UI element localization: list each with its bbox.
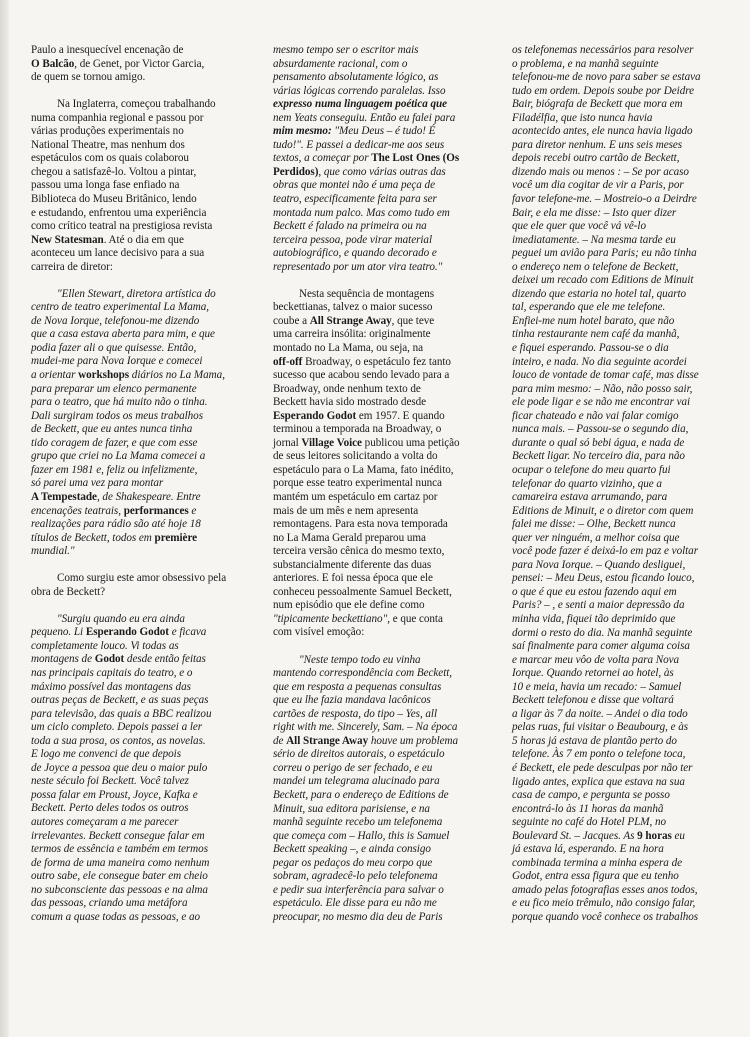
paragraph-sequencia [273,288,490,640]
text-line: montado no La Mama, ou seja, na [273,341,424,354]
text-line: terceira versão cênica do mesmo texto, [273,545,445,558]
text-line: expresso numa linguagem poética que [273,98,448,111]
text-line: o que é que eu estou fazendo aqui em [512,585,677,598]
text-line: Perdidos) [273,165,319,178]
text-line: , e que conta [387,612,443,625]
text-line: Boulevard St. – Jacques. As [512,829,638,842]
text-line: publicou uma petição [361,436,460,449]
text-line: A Tempestade [31,490,97,503]
text-line: durante o qual só bebi água, e nada de [512,436,685,449]
text-line: porque quando você conhece os trabalhos [512,911,699,923]
text-line: que em resposta a pequenas consultas [273,680,442,693]
text-line: várias produções experimentais no [31,125,184,138]
text-line: Iorque. Quando retornei ao hotel, às [512,667,674,680]
text-line: falei me disse: – Olhe, Beckett nunca [512,518,676,531]
text-line: e ficava [171,626,207,639]
text-line: completamente louco. Vi todas as [31,639,179,652]
text-line: um ciclo completo. Depois passei a ler [31,721,203,734]
text-line: "tipicamente beckettiano" [273,612,388,625]
text-line: Village Voice [301,436,362,449]
text-line: e pedir sua interferência para salvar o [273,883,444,896]
text-line: première [154,531,198,544]
quote-continuation [273,44,490,274]
text-line: mundial." [31,545,75,558]
text-line: casa de campo, e pergunta se posso [512,789,670,802]
text-line: seguinte no café do Hotel PLM, no [512,816,666,829]
text-line: terceira pessoa, pode virar material [273,233,432,246]
text-line: mesmo tempo ser o escritor mais [273,44,419,56]
text-line: 5 horas já estava de plantão perto do [512,734,677,747]
text-line: Enfiei-me num hotel barato, que não [512,314,675,327]
text-line: correu o perigo de ser fechado, e eu [273,761,433,774]
text-line: obras que montei não é uma peça de [273,179,435,192]
text-line: centro de teatro experimental La Mama, [31,301,209,314]
text-line: uma carreira insólita: originalmente [273,328,431,341]
text-line: Godot, entra essa figura que eu tenho [512,870,679,883]
text-line: All Strange Away [309,314,392,327]
text-line: você um dia cogitar de vir a Paris, por [512,179,684,192]
text-line: e eu fico meio trêmulo, não consigo falar, [512,897,696,910]
text-line: de seus leitores solicitando a volta do [273,450,438,463]
text-line: ligado antes, explica que estava na sua [512,775,685,788]
text-line: Bair, e ela me disse: – Isto quer dizer [512,206,677,219]
text-line: conheceu pessoalmente Samuel Beckett, [273,585,452,598]
text-line: houve um problema [368,734,459,747]
text-line: pensamento absolutamente lógico, as [273,71,439,84]
text-line: 9 horas [637,829,672,842]
text-line: inteiro, e nada. No dia seguinte acordei [512,355,687,368]
text-line: que eu lhe fazia mandava lacônicos [273,694,431,707]
text-line: substancialmente diferente das duas [273,558,432,571]
paragraph-question [31,572,253,599]
text-line: desde então feitas [124,653,206,666]
text-line: e [188,504,197,517]
text-line: tido coragem de fazer, e que com esse [31,436,198,449]
text-line: que a casa estava aberta para mim, e que [31,328,215,341]
text-line: manhã seguinte recebo um telefonema [273,816,443,829]
text-line: pequeno. Li [31,626,84,639]
text-line: absurdamente racional, com o [273,57,408,70]
text-line: favor telefone-me. – Mostreio-o a Deirdre [512,193,697,206]
text-line: no subconsciente das pessoas e na alma [31,883,208,896]
text-line: pensei: – Meu Deus, estou ficando louco, [512,572,695,585]
text-line: passou uma longa fase enfiado na [31,179,180,192]
text-line: , que como várias outras das [318,165,446,178]
text-line: coube a [273,314,310,327]
text-line: de forma de uma maneira como nenhum [31,856,210,869]
text-line: tudo em ordem. Depois soube por Deidre [512,84,694,97]
text-line: New Statesman [31,233,104,246]
text-line: . Até o dia em que [103,233,184,246]
text-line: o endereço nem o telefone de Beckett, [512,260,679,273]
text-line: Na Inglaterra, começou trabalhando [57,98,216,111]
text-line: cartões de resposta, do tipo – Yes, all [273,707,438,720]
text-line: chegou a satisfazê-lo. Voltou a pintar, [31,165,197,178]
text-line: mais de um mês e nem apresenta [273,504,419,517]
text-line: e estudando, enfrentou uma experiência [31,206,207,219]
text-line: possa falar em Proust, Joyce, Kafka e [31,788,198,801]
text-line: de Joyce a pessoa que deu o maior pulo [31,761,208,774]
text-line: dizendo mais ou menos : – Se por acaso [512,165,689,178]
text-line: mudei-me para Nova Iorque e comecei [31,355,203,368]
text-line: jornal [273,436,302,449]
text-line: máximo possível das montagens das [31,680,191,693]
text-line: mantendo correspondência com Beckett, [273,667,453,680]
text-line: espetáculo para o La Mama, fato inédito, [273,463,454,476]
text-line: eu [671,829,685,842]
text-line: Filadélfia, que isto nunca havia [512,111,653,124]
text-line: diários no La Mama, [129,369,225,382]
text-line: terminou a temporada na Broadway, o [273,423,442,436]
text-line: a ligar às 7 da noite. – Andei o dia todo [512,707,688,720]
text-line: depois recebi outro cartão de Beckett, [512,152,680,165]
text-line: saí finalmente para comer alguma coisa [512,640,690,653]
text-line: Nesta sequência de montagens [299,287,435,300]
text-line: outras peças de Beckett, e as suas peças [31,694,209,707]
text-line: imediatamente. – Na mesma tarde eu [512,233,676,246]
text-line: de quem se tornou amigo. [31,71,146,84]
text-line: nas principais capitais do teatro, e o [31,666,193,679]
paragraph-intro [31,44,253,85]
text-line: mim mesmo: [273,125,332,138]
text-line: já estava lá, esperando. E na hora [512,843,664,856]
text-line: você pode fazer é deixá-lo em paz e voltar [512,545,698,558]
text-line: numa companhia regional e passou por [31,111,204,124]
text-line: a orientar [31,369,79,382]
text-line: telefonou-me de novo para saber se estava [512,71,701,84]
quote-surgiu [31,613,253,925]
text-line: nunca mais. – Passou-se o segundo dia, [512,423,689,436]
text-line: podia fazer ali o que quisesse. Então, [31,341,197,354]
text-line: autores começaram a me parecer [31,815,179,828]
text-line: right with me. Sincerely, Sam. – Na época [273,721,458,734]
text-line: num episódio que ele define como [273,599,425,612]
text-line: os telefonemas necessários para resolver [512,44,694,56]
text-line: para televisão, das quais a BBC realizou [31,707,212,720]
column-3 [512,44,734,925]
text-line: comum a quase todas as pessoas, e ao [31,910,201,923]
text-line: que ele quer que você vá vê-lo [512,220,646,233]
text-line: Paulo a inesquecível encenação de [31,44,184,56]
text-line: Bair, biógrafa de Beckett que mora em [512,98,683,111]
text-line: para diretor nenhum. E uns seis meses [512,138,683,151]
text-line: para Nova Iorque. – Quando desliguei, [512,558,686,571]
text-line: sucesso que acabou sendo levado para a [273,369,450,382]
text-line: Beckett, para o endereço de Editions de [273,788,449,801]
text-line: "Neste tempo todo eu vinha [299,653,421,666]
text-line: Dali surgiram todos os meus trabalhos [31,409,203,422]
text-line: Esperando Godot [85,626,169,639]
text-line: Godot [94,653,125,666]
text-line: E logo me convenci de que depois [31,748,181,761]
text-line: porque esse teatro experimental nunca [273,477,442,490]
text-line: beckettianas, talvez o maior sucesso [273,301,433,314]
text-line: O Balcão [31,57,75,70]
text-line: e marcar meu vôo de volta para Nova [512,653,680,666]
text-line: encenações teatrais, [31,504,124,517]
text-line: ocupar o telefone do meu quarto fui [512,463,671,476]
quote-paris [512,44,734,925]
text-line: performances [123,504,189,517]
text-line: mandei um telegrama alucinado para [273,775,440,788]
text-line: "Ellen Stewart, diretora artística do [57,287,216,300]
text-line: All Strange Away [286,734,369,747]
quote-neste-tempo [273,654,490,925]
text-line: montagens de [31,653,95,666]
text-line: acontecido antes, ele nunca havia ligado [512,125,693,138]
text-line: das pessoas, criando uma metáfora [31,897,188,910]
text-line: dizendo que estaria no hotel tal, quarto [512,287,687,300]
text-line: amado pelas fotografias esses anos todos, [512,883,698,896]
text-line: Beckett speaking –, e ainda consigo [273,843,431,856]
text-line: Broadway, o espetáculo fez tanto [302,355,451,368]
text-line: off-off [273,355,303,368]
text-line: pegar os pedaços do meu corpo que [273,856,433,869]
text-line: Esperando Godot [273,409,357,422]
text-line: só parei uma vez para montar [31,477,164,490]
text-line: ficar chateado e não vai falar comigo [512,409,679,422]
text-line: tudo!". E passei a dedicar-me aos seus [273,138,445,151]
text-line: títulos de Beckett, todos em [31,531,155,544]
text-line: peguei um avião para Paris; eu não tinha [512,247,697,260]
text-line: "Surgiu quando eu era ainda [57,612,185,625]
paragraph-inglaterra [31,98,253,274]
text-line: como crítico teatral na prestigiosa revista [31,220,213,233]
text-line: de [273,734,287,747]
text-line: aconteceu um lance decisivo para a sua [31,247,205,260]
text-line: outro sabe, ele consegue bater em cheio [31,870,208,883]
text-line: remontagens. Para esta nova temporada [273,518,448,531]
text-line: Editions de Minuit, e o diretor com quem [512,504,694,517]
text-line: Paris? – , e senti a maior depressão da [512,599,685,612]
text-line: "Meu Deus – é tudo! É [331,125,436,138]
text-line: textos, a começar por [273,152,372,165]
text-line: Beckett telefonou e disse que voltará [512,694,674,707]
text-line: sério de direitos autorais, o espetáculo [273,748,445,761]
text-line: nem Yeats conseguiu. Então eu falei para [273,111,456,124]
text-line: de Nova Iorque, telefonou-me dizendo [31,314,200,327]
text-line: combinada termina a minha espera de [512,856,682,869]
text-line: grupo que criei no La Mama comecei a [31,450,206,463]
text-line: obra de Beckett? [31,585,106,598]
text-line: espetáculo. Ele disse para eu não me [273,897,437,910]
text-line: para mim mesmo: – Não, não posso sair, [512,382,693,395]
text-line: quer ver ninguém, a melhor coisa que [512,531,680,544]
text-line: telefone. Às 7 em ponto o telefone toca, [512,748,686,761]
text-line: é Beckett, ele pede desculpas por não ter [512,761,693,774]
text-line: , de Shakespeare. Entre [96,490,201,503]
text-line: , de Genet, por Victor Garcia, [74,57,205,70]
text-line: deixei um recado com Editions de Minuit [512,274,694,287]
text-line: termos de essência e também em termos [31,843,208,856]
text-line: autobiográfico, e quando decorado e [273,247,437,260]
text-line: Beckett ligar. No terceiro dia, para não [512,450,685,463]
text-line: neste século foi Beckett. Você talvez [31,775,189,788]
text-line: fazer em 1981 e, feliz ou infelizmente, [31,463,198,476]
text-line: encontrá-lo às 11 horas da manhã [512,802,664,815]
text-line: camareira estava arrumando, para [512,491,668,504]
text-line: o problema, e na manhã seguinte [512,57,659,70]
text-line: telefonar do quarto vizinho, que a [512,477,662,490]
text-line: preocupar, no mesmo dia deu de Paris [273,910,443,923]
text-line: tal, esperando que ele me telefone. [512,301,666,314]
quote-ellen-stewart [31,288,253,559]
text-line: Beckett é falado na primeira ou na [273,220,427,233]
text-line: para o teatro, que há muito não o tinha. [31,396,208,409]
text-line: e fiquei esperando. Passou-se o dia [512,342,669,355]
text-line: espetáculos com os quais colaborou [31,152,189,165]
text-line: em 1957. E quando [356,409,445,422]
text-line: minha vida, fiquei tão deprimido que [512,612,676,625]
text-line: representado por um ator vira teatro." [273,260,443,273]
text-line: irrelevantes. Beckett consegue falar em [31,829,205,842]
text-line: várias lógicas correndo paralelas. Isso [273,84,446,97]
text-line: ele pode ligar e se não me encontrar vai [512,396,691,409]
text-line: com visível emoção: [273,626,365,639]
text-line: toda a sua prosa, os contos, as novelas. [31,734,206,747]
text-line: Como surgiu este amor obsessivo pela [57,572,227,585]
text-line: para preparar um elenco permanente [31,382,197,395]
text-line: pelas ruas, fui visitar o Beaubourg, e às [512,721,689,734]
text-line: mantém um espetáculo em cartaz por [273,491,438,503]
text-line: Beckett. Perto deles todos os outros [31,802,189,815]
column-1 [31,44,253,924]
text-line: tinha restaurante nem café da manhã, [512,328,680,341]
text-line: , que teve [391,314,435,327]
text-line: louco de vontade de tomar café, mas disse [512,369,699,382]
text-line: teatro, especificamente feita para ser [273,193,437,206]
text-line: Beckett havia sido mostrado desde [273,396,427,409]
text-line: 10 e meia, havia um recado: – Samuel [512,680,682,693]
text-line: dormi o resto do dia. Na manhã seguinte [512,626,693,639]
text-line: sobram, agradecê-lo pelo telefonema [273,870,438,883]
text-line: National Theatre, mas nenhum dos [31,138,185,151]
text-line: que começa com – Hallo, this is Samuel [273,829,450,842]
page-edge [0,0,9,1037]
text-line: Minuit, sua editora parisiense, e na [273,802,430,815]
text-line: de Beckett, que eu antes nunca tinha [31,423,193,436]
text-line: Broadway, onde nenhum texto de [273,382,421,395]
text-line: workshops [78,369,130,382]
text-line: montada num palco. Mas como tudo em [273,206,450,219]
text-line: realizações para rádio são até hoje 18 [31,518,201,531]
column-2 [273,44,490,924]
text-line: carreira de diretor: [31,260,113,273]
text-line: anteriores. E foi nessa época que ele [273,572,433,585]
text-line: Biblioteca do Museu Britânico, lendo [31,192,197,205]
text-line: The Lost Ones (Os [371,152,460,165]
text-line: no La Mama Gerald preparou uma [273,531,426,544]
